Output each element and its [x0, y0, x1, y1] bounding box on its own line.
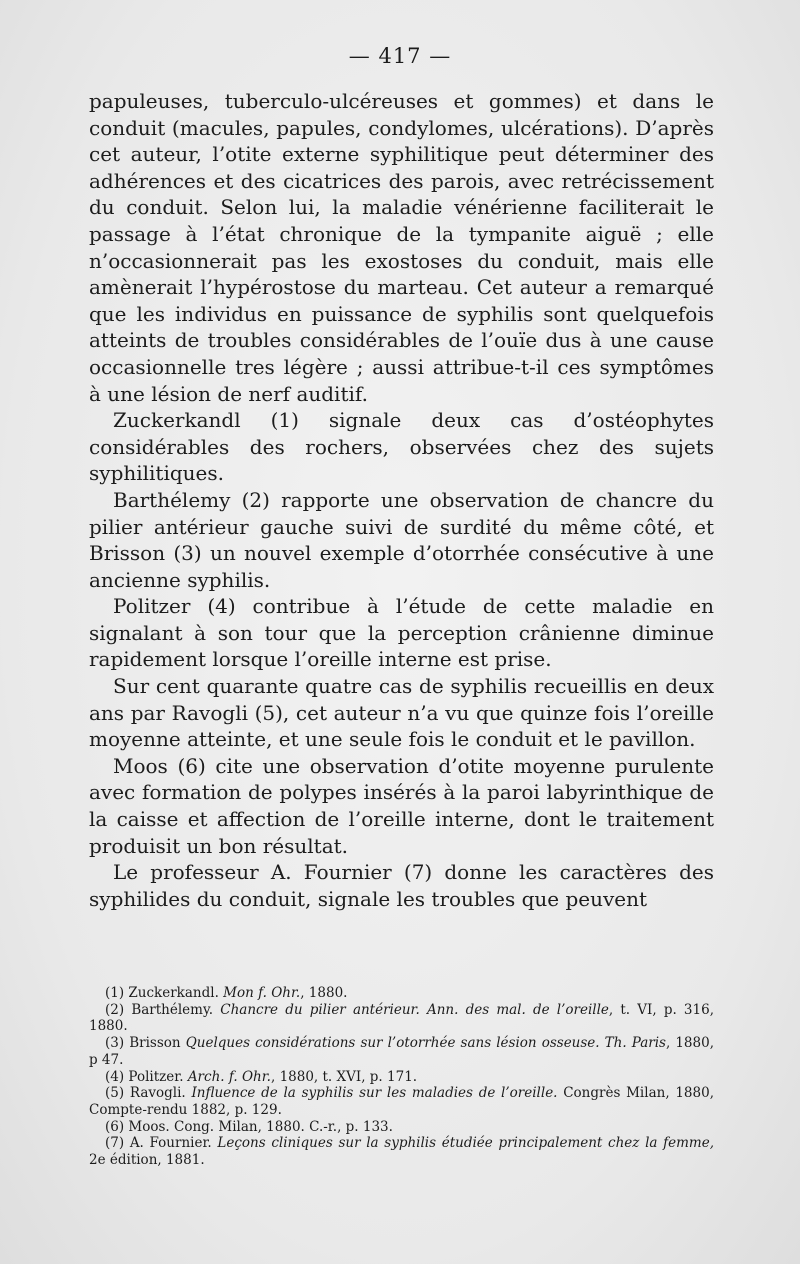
paragraph-ravogli: Sur cent quarante quatre cas de syphilis recueillis en deux ans par Ravogli (5), cet auteur n’a vu que quinze fois l’oreille moyenne atteinte, et une seule fois le conduit et le pavillon.: [89, 674, 714, 752]
footnote-6: (6) Moos. Cong. Milan, 1880. C.-r., p. 133.: [105, 1118, 393, 1135]
paragraph-otite-externe: papuleuses, tuberculo-ulcéreuses et gommes) et dans le conduit (macules, papules, condylomes, ulcérations). D’après cet auteur, l’otite externe syphilitique peut déterminer des adhérences et des cicatrices des parois, avec retrécissement du conduit. Selon lui, la maladie vénérienne faciliterait le passage à l’état chronique de la tympanite aiguë ; elle n’occasionnerait pas les exostoses du conduit, mais elle amènerait l’hypérostose du marteau. Cet auteur a remarqué que les individus en puissance de syphilis sont quelquefois atteints de troubles considérables de l’ouïe dus à une cause occasionnelle tres légère ; aussi attribue-t-il ces symptômes à une lésion de nerf auditif.: [89, 89, 714, 406]
footnote-5: (5) Ravogli. Influence de la syphilis sur les maladies de l’oreille. Congrès Milan, 1880, Compte-rendu 1882, p. 129.: [89, 1085, 714, 1118]
footnotes: [89, 985, 714, 1169]
body-text: [89, 88, 714, 912]
paragraph-fournier: Le professeur A. Fournier (7) donne les caractères des syphilides du conduit, signale les troubles que peuvent: [89, 860, 714, 911]
paragraph-politzer: Politzer (4) contribue à l’étude de cette maladie en signalant à son tour que la perception crânienne diminue rapidement lorsque l’oreille interne est prise.: [89, 594, 714, 672]
page-number: — 417 —: [348, 44, 452, 68]
footnote-4: (4) Politzer. Arch. f. Ohr., 1880, t. XVI, p. 171.: [105, 1068, 418, 1085]
footnote-3: (3) Brisson Quelques considérations sur l’otorrhée sans lésion osseuse. Th. Paris, 1880, p 47.: [89, 1035, 714, 1068]
paragraph-barthelemy: Barthélemy (2) rapporte une observation de chancre du pilier antérieur gauche suivi de surdité du même côté, et Brisson (3) un nouvel exemple d’otorrhée consécutive à une ancienne syphilis.: [89, 487, 714, 592]
footnote-2: (2) Barthélemy. Chancre du pilier antérieur. Ann. des mal. de l’oreille, t. VI, p. 316, 1880.: [89, 1001, 714, 1035]
footnote-7: (7) A. Fournier. Leçons cliniques sur la syphilis étudiée principalement chez la femme, 2e édition, 1881.: [89, 1135, 714, 1169]
footnote-1: (1) Zuckerkandl. Mon f. Ohr., 1880.: [105, 985, 348, 1001]
paragraph-zuckerkandl: Zuckerkandl (1) signale deux cas d’ostéophytes considérables des rochers, observées chez des sujets syphilitiques.: [89, 408, 714, 486]
paragraph-moos: Moos (6) cite une observation d’otite moyenne purulente avec formation de polypes insérés à la paroi labyrinthique de la caisse et affection de l’oreille interne, dont le traitement produisit un bon résultat.: [89, 753, 714, 858]
